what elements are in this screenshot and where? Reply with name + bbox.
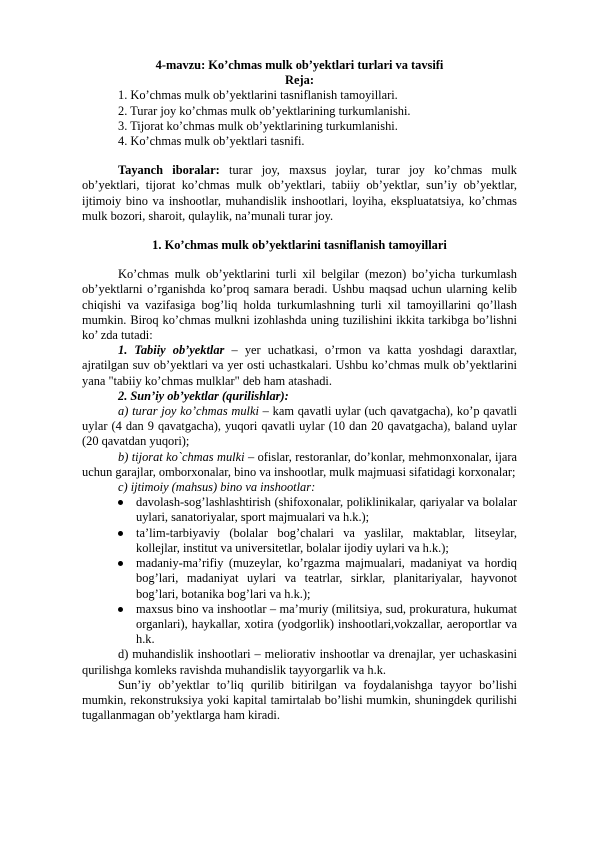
section-1-heading: 1. Ko’chmas mulk ob’yektlarini tasniflanish tamoyillari: [152, 238, 447, 253]
item-a-label: a) turar joy ko’chmas mulki: [118, 404, 259, 419]
list-item: [82, 556, 517, 602]
item-d-paragraph: d) muhandislik inshootlari – meliorativ inshootlar va drenajlar, yer uchaskasini qurilishga komleks ravishda muhandislik tayyorgarlik va h.k.: [82, 647, 517, 677]
document-title: 4-mavzu: Ko’chmas mulk ob’yektlari turlari va tavsifi: [155, 58, 444, 72]
natural-objects-paragraph: [82, 343, 517, 389]
item-c-label: c) ijtimoiy (mahsus) bino va inshootlar:: [118, 480, 316, 495]
list-item: [82, 602, 517, 648]
item-b-paragraph: [82, 450, 517, 480]
artificial-objects-label: 2. Sun’iy ob’yektlar (qurilishlar):: [118, 388, 289, 403]
bullet-icon: [118, 531, 123, 536]
list-item-text: madaniy-ma’rifiy (muzeylar, ko’rgazma majmualari, madaniyat va hordiq bog’lari, madaniyat uylari va teatrlar, sirklar, planitariyalar, hayvonot bog’lari, botanika bog’lari va h.k.);: [136, 556, 517, 601]
intro-paragraph: Ko’chmas mulk ob’yektlarini turli xil belgilar (mezon) bo’yicha turkumlash ob’yektlarni o’rganishda ko’proq samara beradi. Ushbu maqsad uchun ularning kelib chiqishi va vazifasiga bog’liq holda turkumlashning turli xil tamoyillarini qo’llash mumkin. Biroq ko’chmas mulkni izohlashda uning tuzilishini ikkita tarkibga bo’lishni ko’ zda tutadi:: [82, 267, 517, 343]
plan-item-3: 3. Tijorat ko’chmas mulk ob’yektlarining turkumlanishi.: [118, 118, 398, 133]
key-terms-text: turar joy, maxsus joylar, turar joy ko’chmas mulk ob’yektlari, tijorat ko’chmas mulk ob’yektlari, tabiiy ob’yektlar, sun’iy ob’yektlar, ijtimoiy bino va inshootlar, muhandislik inshootlari, loyiha, ekspluatatsiya, ko’chmas mulk bozori, sharoit, qulaylik, na’munali turar joy.: [82, 163, 517, 223]
item-a-text: – kam qavatli uylar (uch qavatgacha), ko’p qavatli uylar (4 dan 9 qavatgacha), yuqori qavatli uylar (10 dan 20 qavatgacha), baland uylar (20 qavatdan yuqori);: [82, 404, 517, 449]
item-c-paragraph: [82, 480, 517, 495]
plan-heading: Reja:: [285, 73, 314, 88]
bullet-icon: [118, 607, 123, 612]
item-a-paragraph: [82, 404, 517, 450]
artificial-objects-heading: [82, 389, 517, 404]
list-item: [82, 495, 517, 525]
item-b-label: b) tijorat ko`chmas mulki: [118, 449, 245, 464]
plan-item-4: 4. Ko’chmas mulk ob’yektlari tasnifi.: [118, 134, 305, 149]
social-buildings-list: [82, 495, 517, 647]
list-item: [82, 526, 517, 556]
key-terms-label: Tayanch iboralar:: [118, 163, 220, 178]
list-item-text: ta’lim-tarbiyaviy (bolalar bog’chalari va yaslilar, maktablar, litseylar, kollejlar, institut va universitetlar, bolalar ijodiy uylari va h.k.);: [136, 525, 517, 555]
plan-item-2: 2. Turar joy ko’chmas mulk ob’yektlarining turkumlanishi.: [118, 103, 411, 118]
natural-objects-text: – yer uchatkasi, o’rmon va katta yoshdagi daraxtlar, ajratilgan suv ob’yektlari va yer osti uchastkalari. Ushbu ko’chmas mulk ob’yektlarini yana "tabiiy ko’chmas mulklar" deb ham atashadi.: [82, 343, 517, 388]
list-item-text: maxsus bino va inshootlar – ma’muriy (militsiya, sud, prokuratura, hukumat organlari), haykallar, xotira (yodgorlik) inshootlari,vokzallar, aeroportlar va h.k.: [136, 601, 517, 647]
list-item-text: davolash-sog’lashlashtirish (shifoxonalar, poliklinikalar, qariyalar va bolalar uylari, sanatoriyalar, sport majmualari va h.k.);: [136, 495, 517, 525]
closing-paragraph: Sun’iy ob’yektlar to’liq qurilib bitirilgan va foydalanishga tayyor bo’lishi mumkin, rekonstruksiya yoki kapital tamirtalab bo’lishi mumkin, shuningdek qurilishi tugallanmagan ob’yektlarga ham kiradi.: [82, 677, 517, 723]
item-b-text: – ofislar, restoranlar, do’konlar, mehmonxonalar, ijara uchun garajlar, omborxonalar, bino va inshootlar, mulk majmuasi sifatidagi korxonalar;: [82, 449, 518, 479]
bullet-icon: [118, 561, 123, 566]
document-page: [82, 58, 517, 723]
plan-item-1: 1. Ko’chmas mulk ob’yektlarini tasniflanish tamoyillari.: [118, 88, 398, 103]
bullet-icon: [118, 500, 123, 505]
natural-objects-label: 1. Tabiiy ob’yektlar: [118, 343, 225, 358]
key-terms-paragraph: [82, 163, 517, 224]
